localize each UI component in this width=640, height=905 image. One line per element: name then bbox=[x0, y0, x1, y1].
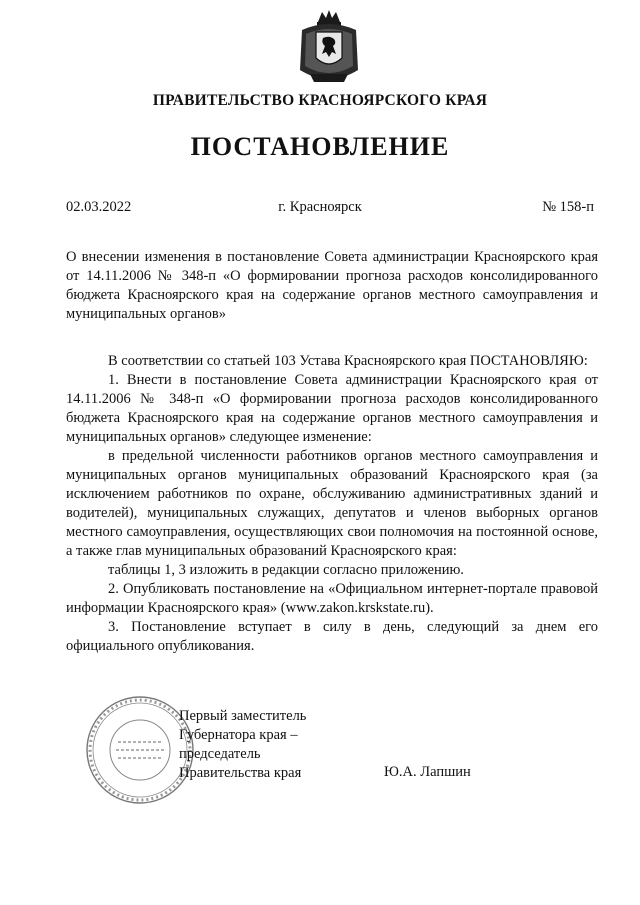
document-city: г. Красноярск bbox=[278, 199, 362, 215]
document-date: 02.03.2022 bbox=[66, 199, 132, 215]
preamble-paragraph: В соответствии со статьей 103 Устава Красноярского края ПОСТАНОВЛЯЮ: bbox=[108, 353, 588, 369]
document-number: № 158-п bbox=[542, 199, 594, 215]
document-body bbox=[66, 352, 598, 656]
document-subject: О внесении изменения в постановление Совета администрации Красноярского края от 14.11.2006 № 348-п «О формировании прогноза расходов консолидированного бюджета Красноярского края на содержание органов местного самоуправления и муниципальных органов» bbox=[66, 249, 598, 322]
item-2-paragraph: 2. Опубликовать постановление на «Официальном интернет-портале правовой информации Красноярского края» (www.zakon.krskstate.ru). bbox=[66, 581, 598, 616]
document-type-title: ПОСТАНОВЛЕНИЕ bbox=[190, 132, 450, 161]
item-1-paragraph: 1. Внести в постановление Совета администрации Красноярского края от 14.11.2006 № 348-п «О формировании прогноза расходов консолидированного бюджета Красноярского края на содержание органов местного самоуправления и муниципальных органов» следующее изменение: bbox=[66, 372, 598, 445]
item-1-text-paragraph: в предельной численности работников органов местного самоуправления и муниципальных органов муниципальных образований Красноярского края (за исключением работников по охране, обслуживанию административных зданий и водителей), муниципальных служащих, депутатов и членов выборных органов местного самоуправления, осуществляющих свои полномочия на постоянной основе, а также глав муниципальных образований Красноярского края: bbox=[66, 448, 598, 559]
signatory-position-line: Первый заместитель bbox=[179, 708, 307, 724]
signatory-position-line: Губернатора края – bbox=[179, 727, 298, 743]
coat-of-arms-icon bbox=[296, 8, 362, 86]
item-3-paragraph: 3. Постановление вступает в силу в день, следующий за днем его официального опубликования. bbox=[66, 619, 598, 654]
organization-title: ПРАВИТЕЛЬСТВО КРАСНОЯРСКОГО КРАЯ bbox=[152, 92, 488, 109]
signatory-position-line: председатель bbox=[179, 746, 261, 762]
signatory-position-line: Правительства края bbox=[179, 765, 302, 781]
item-1-tables-paragraph: таблицы 1, 3 изложить в редакции согласно приложению. bbox=[108, 562, 464, 578]
signatory-name: Ю.А. Лапшин bbox=[384, 764, 471, 780]
signatory-position bbox=[179, 707, 306, 783]
